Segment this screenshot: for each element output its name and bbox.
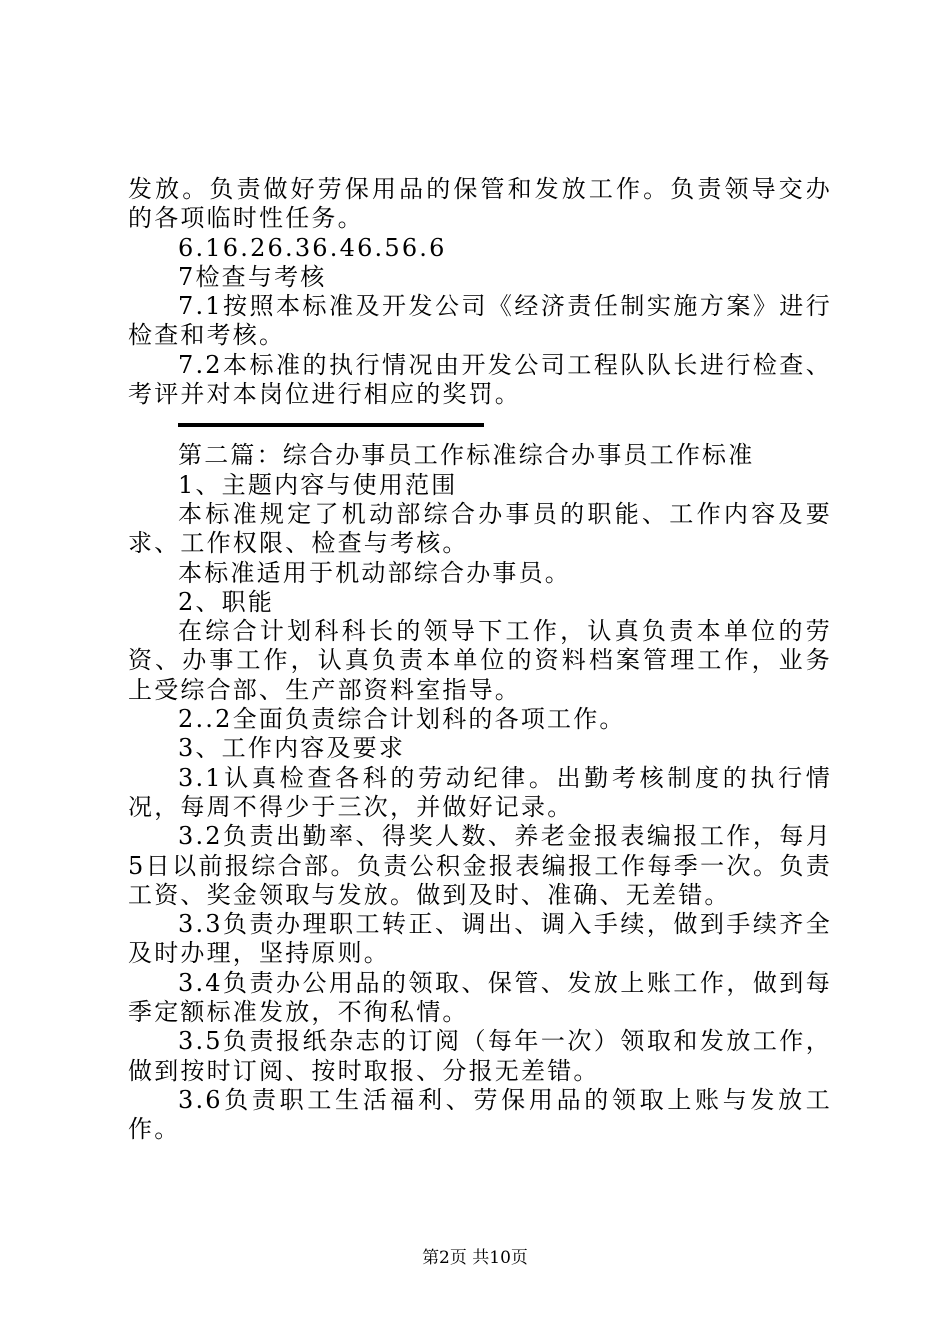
paragraph: 第二篇：综合办事员工作标准综合办事员工作标准	[178, 441, 755, 470]
paragraph: 3、工作内容及要求	[178, 734, 406, 763]
paragraph: 1、主题内容与使用范围	[178, 470, 458, 499]
section-second-part	[128, 441, 832, 1144]
paragraph: 7检查与考核	[178, 262, 327, 291]
paragraph: 6.16.26.36.46.56.6	[178, 233, 447, 262]
paragraph: 3.6负责职工生活福利、劳保用品的领取上账与发放工作。	[128, 1085, 832, 1144]
section-divider	[178, 423, 484, 427]
paragraph: 3.5负责报纸杂志的订阅（每年一次）领取和发放工作，做到按时订阅、按时取报、分报无差错。	[128, 1027, 832, 1085]
paragraph: 发放。负责做好劳保用品的保管和发放工作。负责领导交办的各项临时性任务。	[128, 175, 832, 233]
paragraph: 3.2负责出勤率、得奖人数、养老金报表编报工作，每月5日以前报综合部。负责公积金报表编报工作每季一次。负责工资、奖金领取与发放。做到及时、准确、无差错。	[128, 822, 832, 909]
section-before-divider	[128, 175, 832, 409]
paragraph: 3.1认真检查各科的劳动纪律。出勤考核制度的执行情况，每周不得少于三次，并做好记录。	[128, 763, 832, 821]
paragraph: 3.3负责办理职工转正、调出、调入手续，做到手续齐全及时办理，坚持原则。	[128, 910, 832, 968]
document-body	[128, 175, 832, 1145]
paragraph: 3.4负责办公用品的领取、保管、发放上账工作，做到每季定额标准发放，不徇私情。	[128, 968, 832, 1027]
paragraph: 2、职能	[178, 587, 275, 616]
paragraph: 本标准规定了机动部综合办事员的职能、工作内容及要求、工作权限、检查与考核。	[128, 499, 832, 558]
paragraph: 7.1按照本标准及开发公司《经济责任制实施方案》进行检查和考核。	[128, 292, 832, 350]
paragraph: 本标准适用于机动部综合办事员。	[178, 558, 571, 587]
page-footer: 第2页 共10页	[422, 1248, 528, 1268]
paragraph: 在综合计划科科长的领导下工作，认真负责本单位的劳资、办事工作，认真负责本单位的资料档案管理工作，业务上受综合部、生产部资料室指导。	[128, 617, 832, 704]
paragraph: 2..2全面负责综合计划科的各项工作。	[178, 705, 626, 734]
paragraph: 7.2本标准的执行情况由开发公司工程队队长进行检查、考评并对本岗位进行相应的奖罚。	[128, 350, 832, 409]
